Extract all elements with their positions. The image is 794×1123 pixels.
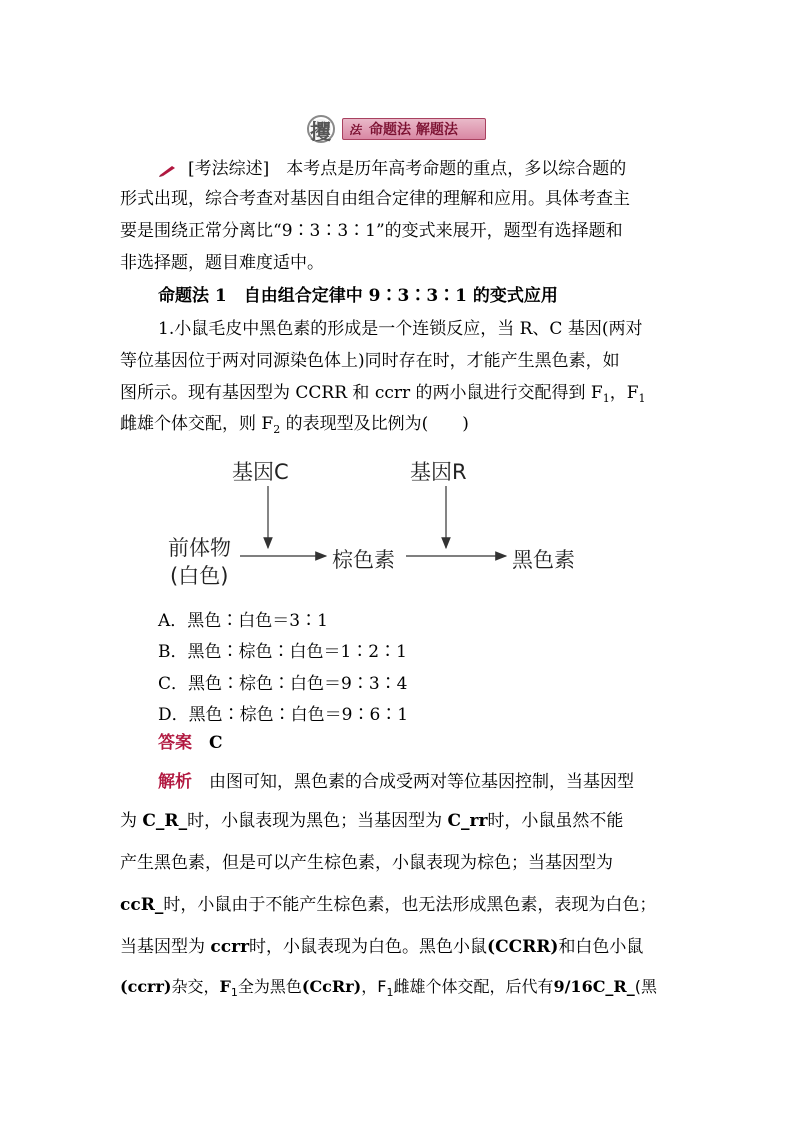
question-line-2: 等位基因位于两对同源染色体上)同时存在时，才能产生黑色素，如: [120, 351, 620, 371]
pen-icon: [158, 163, 178, 177]
option-a: A．黑色∶白色＝3∶1: [158, 611, 328, 631]
brown-pigment-label: 棕色素: [332, 548, 395, 572]
genotype: C_R_: [142, 811, 188, 831]
question-text-3b: ，F: [609, 383, 639, 403]
analysis-line-2: 为 C_R_时，小鼠表现为黑色；当基因型为 C_rr时，小鼠虽然不能: [120, 811, 624, 831]
badge-logo-icon: [306, 114, 340, 144]
genotype: (CcRr): [301, 977, 362, 996]
badge-strip: [342, 118, 486, 140]
precursor-label: 前体物: [168, 536, 231, 560]
diagram-arrows: [160, 450, 590, 594]
genotype: ccR_: [120, 895, 164, 915]
genotype: ccrr: [210, 937, 250, 957]
overview-text-1: 本考点是历年高考命题的重点，多以综合题的: [286, 159, 627, 179]
pathway-diagram: [160, 450, 590, 594]
badge-tag: 法: [349, 122, 362, 137]
question-line-3: [120, 382, 680, 406]
question-line-1: [158, 318, 680, 340]
section-badge: [306, 114, 488, 144]
subscript: 1: [602, 392, 610, 405]
genotype: 9/16C_R_: [553, 977, 635, 996]
option-d: D．黑色∶棕色∶白色＝9∶6∶1: [158, 705, 409, 725]
option-b: B．黑色∶棕色∶白色＝1∶2∶1: [158, 642, 407, 662]
overview-text-4: 非选择题，题目难度适中。: [120, 253, 324, 273]
badge-logo-char: 攫: [310, 120, 331, 144]
gene-r-label: 基因R: [410, 460, 467, 484]
question-text-4a: 雌雄个体交配，则 F: [120, 414, 274, 434]
question-text-4b: 的表现型及比例为( ): [280, 414, 469, 434]
overview-label: [考法综述]: [188, 159, 270, 179]
question-line-4: [120, 413, 680, 437]
badge-title: 命题法 解题法: [369, 122, 458, 138]
genotype: (ccrr): [120, 977, 172, 996]
answer-value: C: [209, 733, 223, 753]
analysis-line-6: (ccrr)杂交，$F_1$全为黑色(CcRr)，$F_1$雌雄个体交配，后代有9/16C_R_(黑: [120, 977, 657, 999]
subscript: 1: [638, 392, 646, 405]
gene-c-label: 基因C: [232, 460, 289, 484]
black-pigment-label: 黑色素: [512, 548, 575, 572]
overview-line-1: [158, 158, 680, 180]
analysis-label: 解析: [158, 772, 192, 792]
option-c: C．黑色∶棕色∶白色＝9∶3∶4: [158, 674, 408, 694]
analysis-line-3: 产生黑色素，但是可以产生棕色素，小鼠表现为棕色；当基因型为: [120, 853, 613, 873]
question-text-1: 1.小鼠毛皮中黑色素的形成是一个连锁反应，当 R、C 基因(两对: [158, 319, 643, 339]
analysis-text-1: 由图可知，黑色素的合成受两对等位基因控制，当基因型: [209, 772, 634, 792]
subscript: 2: [273, 423, 281, 436]
overview-text-2: 形式出现，综合考查对基因自由组合定律的理解和应用。具体考查主: [120, 189, 630, 209]
answer-line: [158, 732, 680, 754]
genotype: (CCRR): [487, 937, 559, 957]
analysis-line-5: 当基因型为 ccrr时，小鼠表现为白色。黑色小鼠(CCRR)和白色小鼠: [120, 937, 644, 957]
answer-label: 答案: [158, 733, 192, 753]
genotype: C_rr: [447, 811, 488, 831]
analysis-line-1: [158, 767, 634, 792]
question-text-3a: 图所示。现有基因型为 CCRR 和 ccrr 的两小鼠进行交配得到 F: [120, 383, 603, 403]
overview-text-3: 要是围绕正常分离比“9∶3∶3∶1”的变式来展开，题型有选择题和: [120, 221, 623, 241]
method-title: 命题法 1 自由组合定律中 9∶3∶3∶1 的变式应用: [158, 286, 558, 306]
analysis-line-4: ccR_时，小鼠由于不能产生棕色素，也无法形成黑色素，表现为白色；: [120, 895, 657, 915]
precursor-color-label: (白色): [170, 564, 229, 588]
